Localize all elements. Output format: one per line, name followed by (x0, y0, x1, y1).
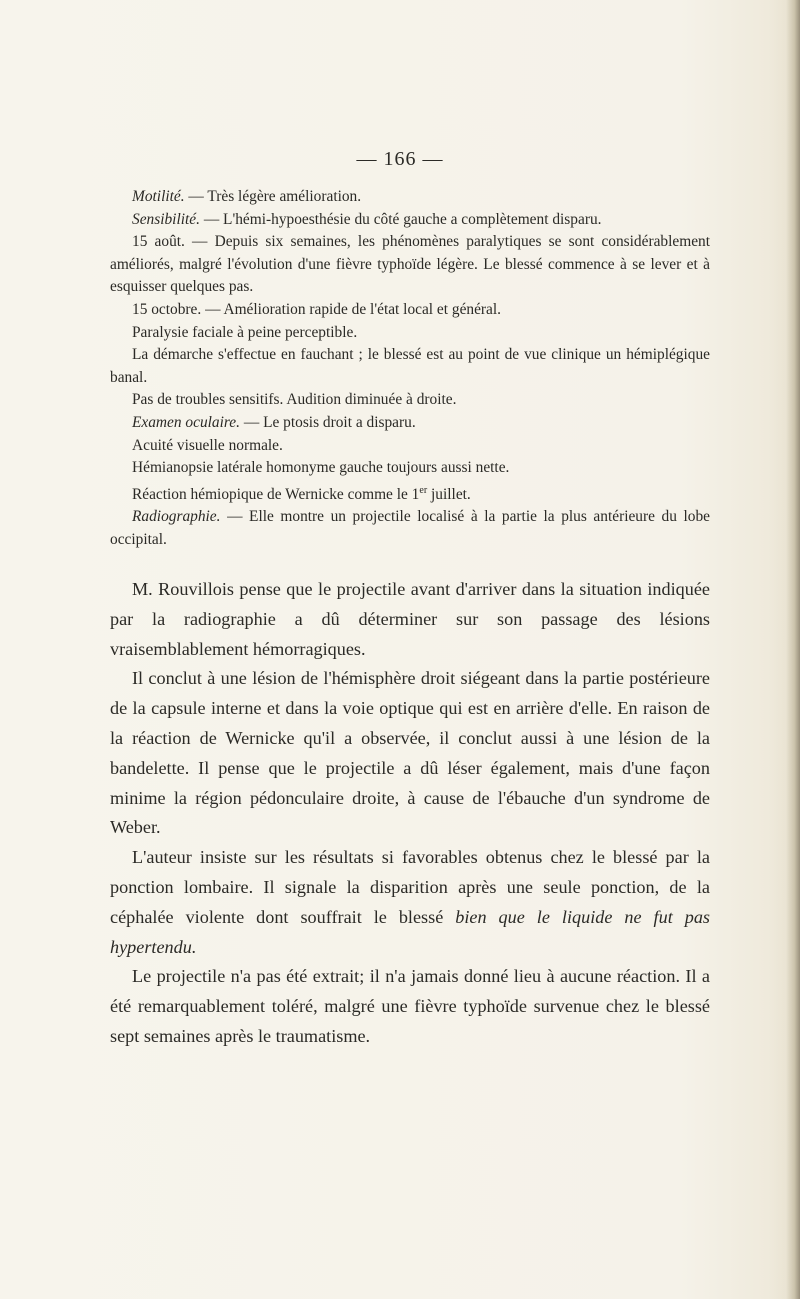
motilite-text: — Très légère amélioration. (184, 188, 362, 205)
paralysie-line: Paralysie faciale à peine perceptible. (132, 323, 358, 341)
aout-entry: 15 août. — Depuis six semaines, les phénomènes paralytiques se sont considérablement améliorés, malgré l'évolution d'une fièvre typhoïde légère. Le blessé commence à se lever et à esquisser quelques pas. (110, 233, 710, 296)
sensibilite-label: Sensibilité. (132, 210, 200, 228)
motilite-line (110, 186, 710, 209)
commentary-paragraph-3-italic: bien que le liquide ne fut pas hypertendu. (110, 906, 710, 957)
page-number: — 166 — (356, 148, 444, 170)
reaction-line (110, 480, 710, 507)
commentary-paragraph-3 (110, 843, 710, 962)
commentary-paragraph-4: Le projectile n'a pas été extrait; il n'a jamais donné lieu à aucune réaction. Il a été remarquablement toléré, malgré une fièvre typhoïde survenue chez le blessé sept semaines après le traumatisme. (110, 966, 710, 1046)
demarche-line: La démarche s'effectue en fauchant ; le blessé est au point de vue clinique un hémiplégique banal. (110, 346, 710, 386)
radiographie-label: Radiographie. (132, 508, 221, 526)
commentary (110, 575, 710, 1052)
acuite-line: Acuité visuelle normale. (132, 436, 283, 454)
examen-label: Examen oculaire. (132, 413, 240, 431)
reaction-superscript: er (419, 484, 428, 496)
commentary-paragraph-3-text: L'auteur insiste sur les résultats si favorables obtenus chez le blessé par la ponction lombaire. Il signale la disparition après une seule ponction, de la céphalée violente dont souffrait le blessé (110, 847, 710, 927)
reaction-text: Réaction hémiopique de Wernicke comme le 1 (132, 485, 420, 503)
radiographie-text: — Elle montre un projectile localisé à la partie la plus antérieure du lobe occipital. (110, 508, 710, 549)
radiographie-line (110, 506, 710, 551)
examen-text: — Le ptosis droit a disparu. (239, 413, 416, 431)
motilite-label: Motilité. (132, 188, 185, 205)
commentary-paragraph-2: Il conclut à une lésion de l'hémisphère droit siégeant dans la partie postérieure de la capsule interne et dans la voie optique qui est en arrière d'elle. En raison de la réaction de Wernicke qu'il a observée, il conclut aussi à une lésion de la bandelette. Il pense que le projectile a dû léser également, mais d'une façon minime la région pédonculaire droite, à cause de l'ébauche d'un syndrome de Weber. (110, 668, 710, 838)
troubles-line: Pas de troubles sensitifs. Audition diminuée à droite. (132, 391, 457, 409)
commentary-paragraph-1: M. Rouvillois pense que le projectile avant d'arriver dans la situation indiquée par la radiographie a dû déterminer sur son passage des lésions vraisemblablement hémorragiques. (110, 579, 710, 659)
sensibilite-text: — L'hémi-hypoesthésie du côté gauche a complètement disparu. (199, 210, 602, 228)
sensibilite-line (110, 209, 710, 232)
page-edge-shadow (786, 0, 800, 1299)
hemianopsie-line: Hémianopsie latérale homonyme gauche toujours aussi nette. (132, 459, 510, 477)
examen-line (110, 412, 710, 435)
reaction-text-end: juillet. (427, 485, 471, 503)
octobre-entry: 15 octobre. — Amélioration rapide de l'état local et général. (132, 300, 502, 318)
clinical-observation (110, 186, 710, 552)
